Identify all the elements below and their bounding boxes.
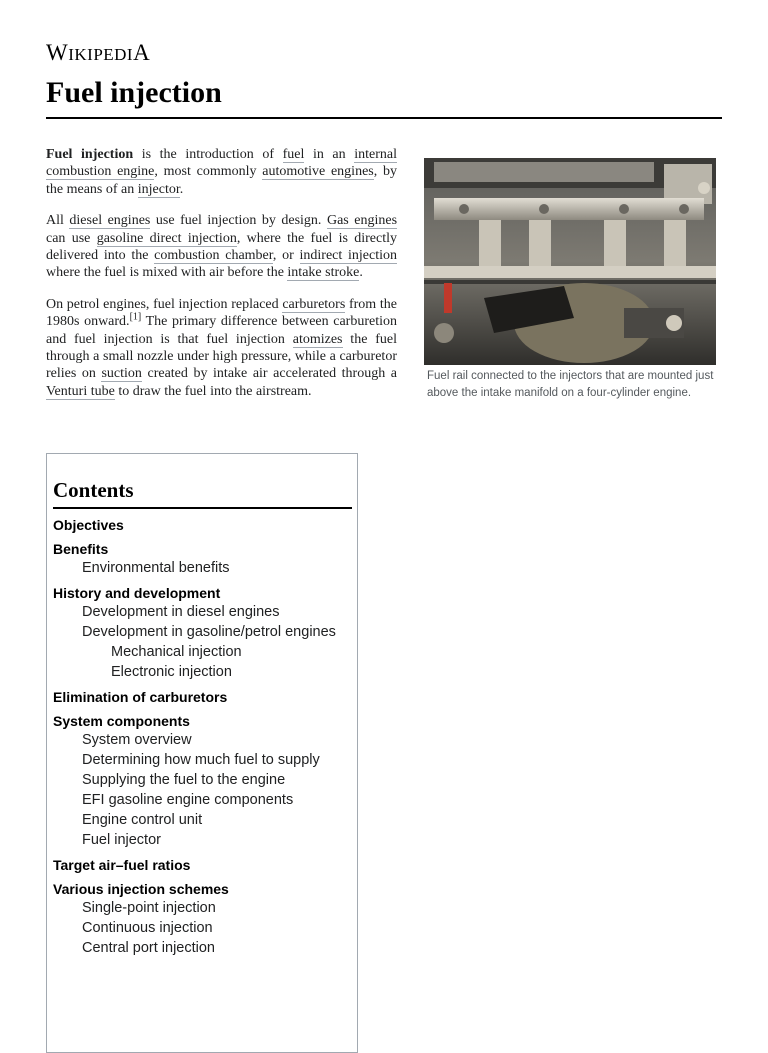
toc-item[interactable]: Central port injection: [82, 940, 215, 956]
link-internal-combustion-engine[interactable]: internal combustion engine: [46, 147, 397, 180]
wordmark-a: A: [133, 40, 151, 65]
link-automotive-engines[interactable]: automotive engines: [262, 164, 374, 180]
link-gasoline-direct-injection[interactable]: gasoline direct injection: [96, 230, 237, 246]
link-fuel[interactable]: fuel: [282, 147, 305, 162]
toc-item[interactable]: System overview: [82, 732, 192, 748]
toc-item[interactable]: Engine control unit: [82, 812, 203, 828]
toc-item[interactable]: Mechanical injection: [111, 644, 242, 660]
wordmark-middle: IKIPEDI: [68, 45, 134, 64]
fuel-rail-photo[interactable]: [424, 158, 716, 365]
text-run: .: [179, 181, 184, 197]
text-run: can use: [46, 230, 97, 246]
figure-caption: Fuel rail connected to the injectors that are mounted just above the intake manifold on a four-cylinder engine.: [427, 370, 714, 399]
link-venturi-tube[interactable]: Venturi tube: [46, 383, 115, 399]
toc-item[interactable]: Elimination of carburetors: [53, 689, 228, 705]
text-run: is the introduction of: [133, 147, 283, 162]
reference-1[interactable]: [1]: [129, 311, 142, 323]
link-suction[interactable]: suction: [101, 366, 142, 382]
toc-item[interactable]: Fuel injector: [82, 832, 161, 848]
wikipedia-wordmark[interactable]: [46, 40, 150, 66]
lead-paragraph-2: [46, 212, 397, 282]
toc-item[interactable]: Objectives: [53, 517, 124, 533]
lead-paragraph-1: [46, 146, 397, 198]
text-run: , or: [272, 248, 300, 264]
toc-item[interactable]: Supplying the fuel to the engine: [82, 772, 286, 788]
toc-item[interactable]: Development in gasoline/petrol engines: [82, 624, 336, 640]
text-run: .: [359, 265, 363, 281]
link-combustion-chamber[interactable]: combustion chamber: [154, 248, 273, 264]
text-run: to draw the fuel into the airstream.: [114, 383, 312, 399]
link-atomizes[interactable]: atomizes: [292, 331, 343, 347]
link-intake-stroke[interactable]: intake stroke: [287, 265, 360, 281]
text-run: the fuel through a small nozzle under high pressure, while a carburetor relies on: [46, 331, 397, 382]
infobox-figure: [424, 158, 716, 401]
page-title: Fuel injection: [46, 76, 222, 109]
title-divider: [46, 117, 722, 119]
text-run: created by intake air accelerated through a: [141, 366, 397, 382]
text-run: where the fuel is mixed with air before the: [46, 265, 288, 281]
link-diesel-engines[interactable]: diesel engines: [69, 213, 151, 229]
toc-item[interactable]: Single-point injection: [82, 900, 216, 916]
text-run: in an: [304, 147, 355, 162]
lead-paragraph-3: [46, 296, 397, 400]
toc-item[interactable]: History and development: [53, 585, 221, 601]
wordmark-w: W: [46, 40, 69, 65]
toc-item[interactable]: Continuous injection: [82, 920, 213, 936]
text-run: On petrol engines, fuel injection replaced: [46, 296, 283, 312]
toc-item[interactable]: Various injection schemes: [53, 881, 229, 897]
toc-item[interactable]: Environmental benefits: [82, 560, 230, 576]
toc-item[interactable]: System components: [53, 713, 190, 729]
toc-list: [53, 516, 352, 958]
text-run: from the 1980s onward.: [46, 296, 397, 330]
toc-item[interactable]: Target air–fuel ratios: [53, 857, 191, 873]
toc-item[interactable]: EFI gasoline engine components: [82, 792, 294, 808]
article-lead: [46, 146, 397, 414]
text-run: All: [46, 213, 70, 229]
link-injector[interactable]: injector: [137, 181, 180, 197]
text-run: The primary difference between carburetion and fuel injection is that fuel injection: [46, 314, 398, 347]
bold-term: Fuel injection: [46, 147, 134, 162]
link-indirect-injection[interactable]: indirect injection: [299, 248, 397, 264]
toc-item[interactable]: Determining how much fuel to supply: [82, 752, 320, 768]
text-run: , where the fuel is directly delivered into the: [46, 230, 398, 264]
toc-heading: Contents: [53, 478, 352, 509]
text-run: , by the means of an: [46, 164, 397, 197]
toc-item[interactable]: Benefits: [53, 541, 109, 557]
link-gas-engines[interactable]: Gas engines: [326, 213, 398, 229]
text-run: , most commonly: [154, 164, 263, 180]
link-carburetors[interactable]: carburetors: [282, 296, 346, 312]
text-run: use fuel injection by design.: [150, 213, 327, 229]
table-of-contents: [46, 453, 358, 1053]
toc-item[interactable]: Electronic injection: [111, 664, 232, 680]
toc-item[interactable]: Development in diesel engines: [82, 604, 280, 620]
